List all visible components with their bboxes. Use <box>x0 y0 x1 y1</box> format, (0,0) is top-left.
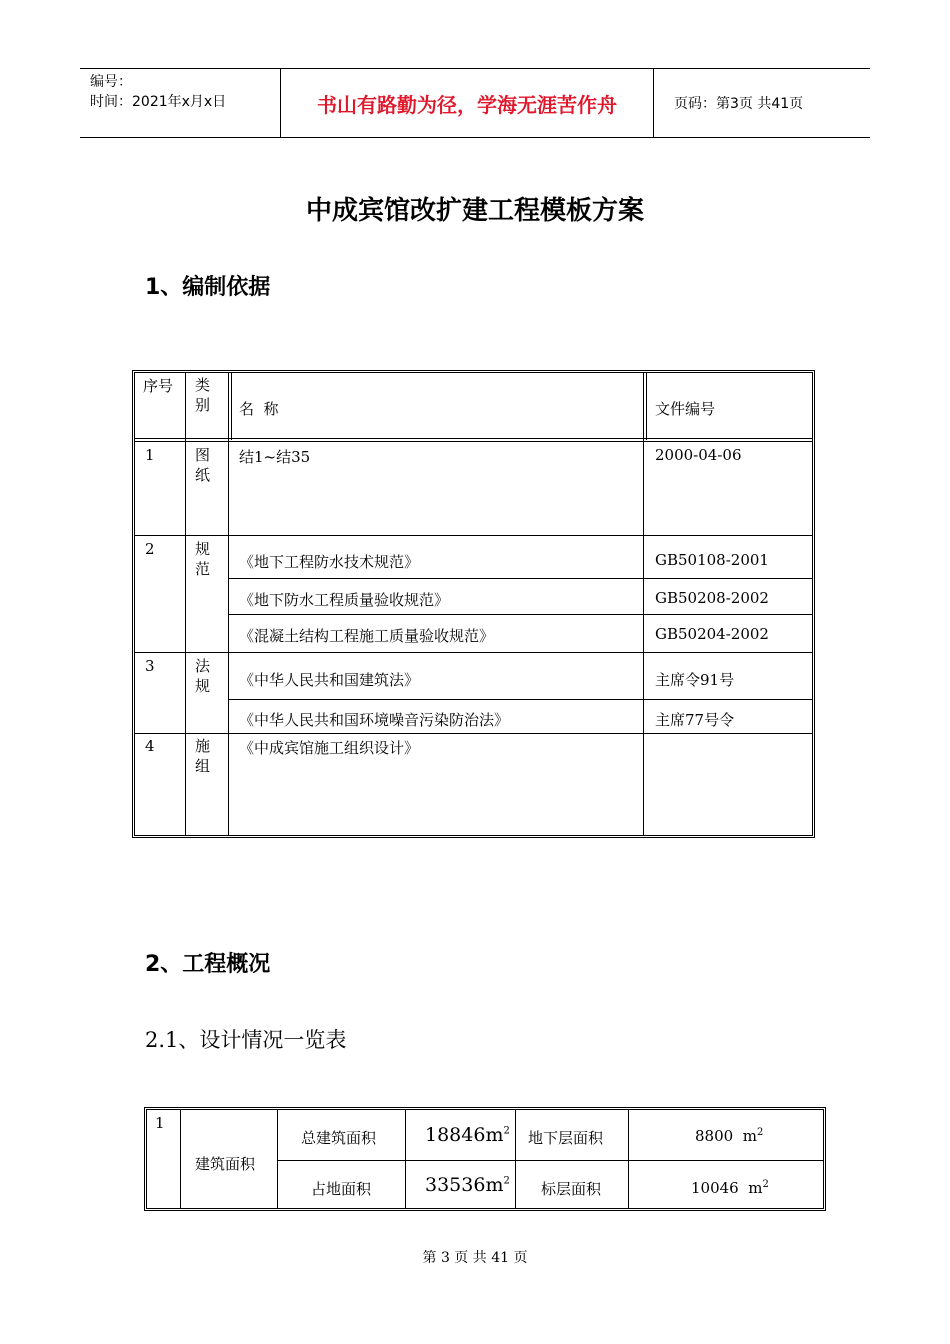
superscript: 2 <box>503 1125 510 1137</box>
row-divider <box>135 733 812 734</box>
row1-category: 图纸 <box>195 446 211 484</box>
row-divider <box>228 614 812 615</box>
row-divider <box>135 652 812 653</box>
land-area-number: 33536m <box>425 1174 504 1196</box>
row-divider <box>135 438 812 439</box>
row1-name: 结1~结35 <box>239 448 311 466</box>
header-page-info <box>664 69 870 137</box>
row3-item2-name: 《中华人民共和国环境噪音污染防治法》 <box>239 711 510 729</box>
col-divider <box>405 1110 406 1208</box>
col-divider <box>277 1110 278 1208</box>
row-divider <box>228 699 812 700</box>
standard-floor-number: 10046 m <box>691 1179 763 1197</box>
total-area-value <box>425 1124 510 1146</box>
total-area-number: 18846m <box>425 1124 504 1146</box>
col-divider <box>643 373 644 835</box>
col-divider <box>185 373 186 835</box>
underground-number: 8800 m <box>695 1127 757 1145</box>
design-index: 1 <box>155 1114 165 1132</box>
header-doc-no: 文件编号 <box>655 400 716 418</box>
row2-item2-doc-no: GB50208-2002 <box>655 589 769 607</box>
row1-index: 1 <box>145 446 155 464</box>
underground-value <box>695 1127 763 1145</box>
row2-category: 规范 <box>195 540 211 578</box>
row2-index: 2 <box>145 540 155 558</box>
page-footer: 第 3 页 共 41 页 <box>422 1250 528 1266</box>
row-divider <box>135 535 812 536</box>
page-info-text: 页码：第3页 共41页 <box>674 96 804 112</box>
row3-category: 法规 <box>195 657 211 695</box>
superscript: 2 <box>756 1127 764 1138</box>
row4-name: 《中成宾馆施工组织设计》 <box>239 739 420 757</box>
document-number-label: 编号： <box>90 74 132 90</box>
design-table <box>144 1107 826 1211</box>
row2-item3-name: 《混凝土结构工程施工质量验收规范》 <box>239 627 495 645</box>
section1-heading: 1、编制依据 <box>145 275 271 300</box>
col-divider <box>228 373 229 835</box>
land-area-label: 占地面积 <box>311 1180 372 1198</box>
standard-floor-value <box>691 1179 769 1197</box>
col-divider <box>515 1110 516 1208</box>
total-area-label: 总建筑面积 <box>301 1129 377 1147</box>
row3-item1-name: 《中华人民共和国建筑法》 <box>239 671 420 689</box>
col-divider <box>180 1110 181 1208</box>
standard-floor-label: 标层面积 <box>541 1180 602 1198</box>
col-divider <box>231 373 232 440</box>
row2-item3-doc-no: GB50204-2002 <box>655 625 769 643</box>
row3-item2-doc-no: 主席77号令 <box>655 711 735 729</box>
document-time: 时间：2021年x月x日 <box>90 94 227 110</box>
header-index: 序号 <box>143 377 174 395</box>
row-divider <box>277 1160 823 1161</box>
row2-item2-name: 《地下防水工程质量验收规范》 <box>239 591 450 609</box>
section2-heading: 2、工程概况 <box>145 952 271 977</box>
col-divider <box>646 373 647 440</box>
row2-item1-name: 《地下工程防水技术规范》 <box>239 553 420 571</box>
header-name: 名 称 <box>239 400 279 418</box>
row3-index: 3 <box>145 657 155 675</box>
document-title: 中成宾馆改扩建工程模板方案 <box>305 196 644 226</box>
section2-1-heading: 2.1、设计情况一览表 <box>145 1028 347 1052</box>
row1-doc-no: 2000-04-06 <box>655 446 742 464</box>
header-category: 类别 <box>195 376 211 414</box>
row3-item1-doc-no: 主席令91号 <box>655 671 735 689</box>
row4-index: 4 <box>145 737 155 755</box>
row2-item1-doc-no: GB50108-2001 <box>655 551 769 569</box>
row-divider <box>135 441 812 442</box>
basis-table <box>132 370 815 838</box>
col-divider <box>628 1110 629 1208</box>
header-motto: 书山有路勤为径，学海无涯苦作舟 <box>281 69 654 137</box>
land-area-value <box>425 1174 510 1196</box>
design-category: 建筑面积 <box>195 1155 256 1173</box>
row4-category: 施组 <box>195 737 211 775</box>
superscript: 2 <box>762 1179 769 1190</box>
row-divider <box>228 578 812 579</box>
superscript: 2 <box>503 1175 510 1187</box>
page-header <box>80 68 870 138</box>
header-meta <box>80 69 281 137</box>
underground-label: 地下层面积 <box>528 1129 604 1147</box>
